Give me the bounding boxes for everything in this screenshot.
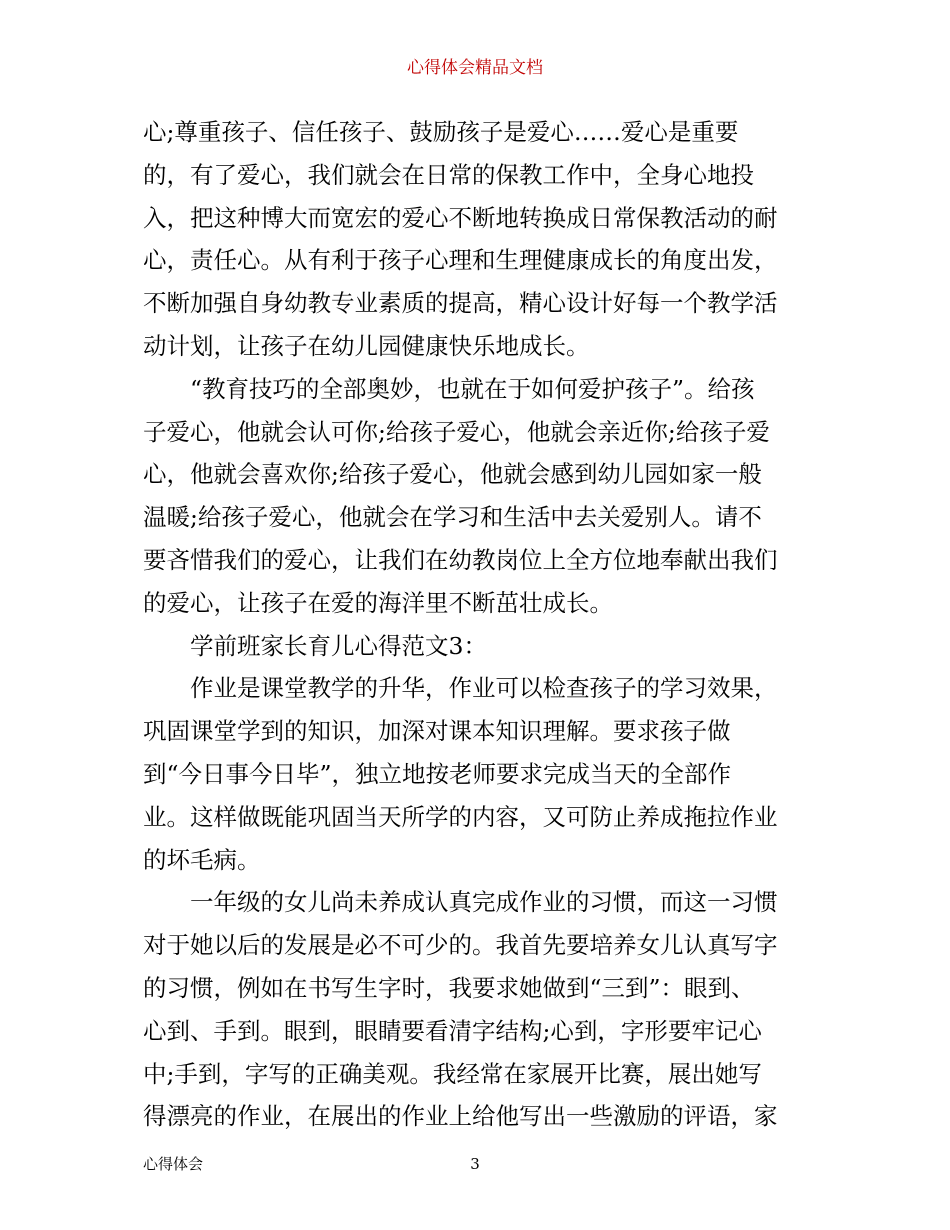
text-line: 中;手到，字写的正确美观。我经常在家展开比赛，展出她写 [143,1059,762,1088]
text-line: 心到、手到。眼到，眼睛要看清字结构;心到，字形要牢记心 [143,1016,762,1045]
text-line: 巩固课堂学到的知识，加深对课本知识理解。要求孩子做 [143,717,731,746]
text-line: 温暖;给孩子爱心，他就会在学习和生活中去关爱别人。请不 [143,503,762,532]
text-line: 的，有了爱心，我们就会在日常的保教工作中，全身心地投 [143,160,754,189]
text-line: 的习惯，例如在书写生字时，我要求她做到“三到”：眼到、 [143,973,755,1002]
text-line: 不断加强自身幼教专业素质的提高，精心设计好每一个教学活 [143,289,778,318]
text-line: 心，他就会喜欢你;给孩子爱心，他就会感到幼儿园如家一般 [143,460,762,489]
text-line: 子爱心，他就会认可你;给孩子爱心，他就会亲近你;给孩子爱 [143,417,770,446]
text-line: 心;尊重孩子、信任孩子、鼓励孩子是爱心……爱心是重要 [143,118,739,146]
document-body [143,111,823,1138]
page-header-title: 心得体会精品文档 [407,58,543,78]
paragraph-3 [143,667,823,881]
text-line: 的爱心，让孩子在爱的海洋里不断茁壮成长。 [143,588,613,617]
text-line: 业。这样做既能巩固当天所学的内容，又可防止养成拖拉作业 [143,802,778,831]
text-line: 的坏毛病。 [143,845,261,874]
text-line: 作业是课堂教学的升华，作业可以检查孩子的学习效果， [143,674,778,703]
text-line: 动计划，让孩子在幼儿园健康快乐地成长。 [143,331,590,360]
paragraph-4 [143,881,823,1138]
text-line: 对于她以后的发展是必不可少的。我首先要培养女儿认真写字 [143,931,778,960]
text-line: “教育技巧的全部奥妙，也就在于如何爱护孩子”。给孩 [143,374,755,403]
text-line: 学前班家长育儿心得范文3： [143,631,487,660]
page-number: 3 [470,1155,480,1173]
text-line: 一年级的女儿尚未养成认真完成作业的习惯，而这一习惯 [143,888,778,917]
footer-label: 心得体会 [143,1155,204,1173]
text-line: 到“今日事今日毕”，独立地按老师要求完成当天的全部作 [143,759,732,788]
paragraph-2 [143,368,823,625]
text-line: 得漂亮的作业，在展出的作业上给他写出一些激励的评语，家 [143,1102,778,1131]
section-heading [143,625,823,668]
text-line: 入，把这种博大而宽宏的爱心不断地转换成日常保教活动的耐 [143,203,778,232]
paragraph-1 [143,111,823,368]
text-line: 心，责任心。从有利于孩子心理和生理健康成长的角度出发， [143,246,778,275]
text-line: 要吝惜我们的爱心，让我们在幼教岗位上全方位地奉献出我们 [143,545,778,574]
